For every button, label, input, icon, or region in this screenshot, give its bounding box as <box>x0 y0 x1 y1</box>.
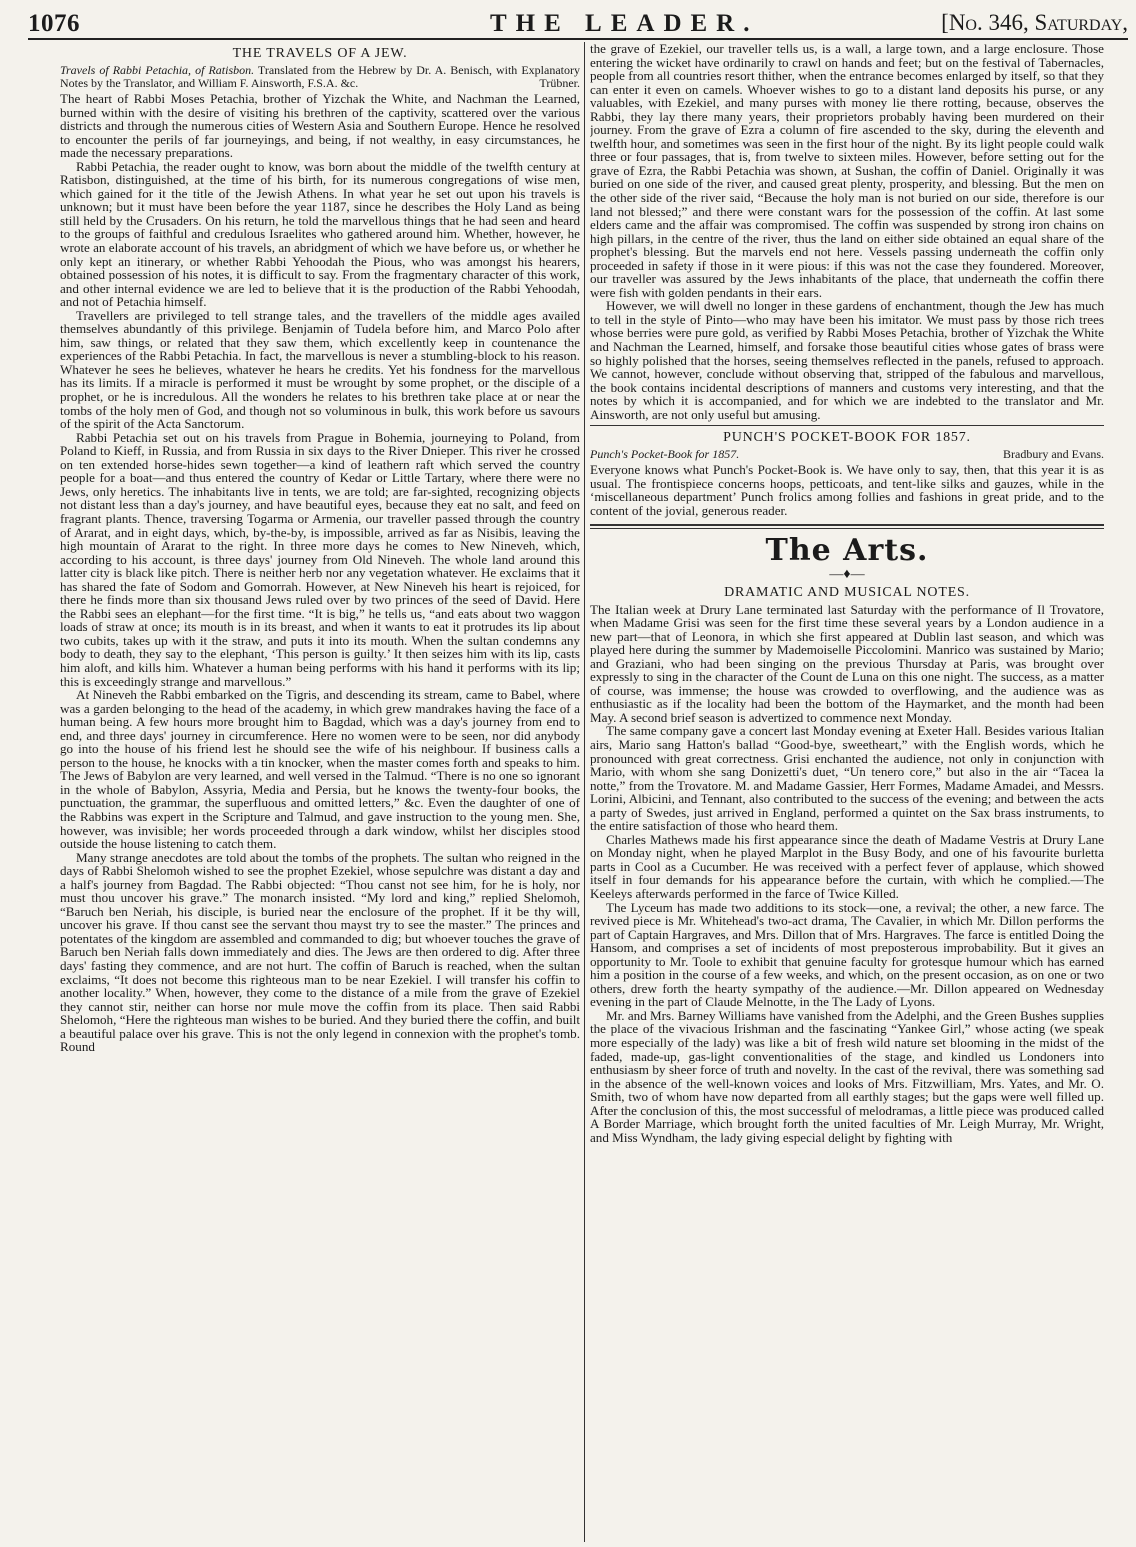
travels-book-details: Translated from the Hebrew by Dr. A. Benisch, with Explanatory Notes by the Translator, and William F. Ainsworth, F.S.A. &c. <box>60 63 580 90</box>
page-number: 1076 <box>28 10 80 37</box>
column-divider <box>584 42 585 1542</box>
paper-name: THE LEADER. <box>490 10 759 37</box>
travels-paragraph: Rabbi Petachia, the reader ought to know, was born about the middle of the twelfth century at Ratisbon, distinguished, at the time of his birth, for its numerous congregations of wise men, which gained for it the title of the Jewish Athens. In what year he set out upon his travels is unknown; but it must have been before the year 1187, since he describes the Holy Land as being still held by the Crusaders. On his return, he told the marvellous things that he had seen and heard to the groups of faithful and credulous Israelites who gathered around him. Whether, however, he wrote an elaborate account of his travels, an abridgment of which we have before us, or whether he only kept an itinerary, or whether Rabbi Yehoodah the Pious, who was amongst his hearers, obtained possession of his notes, it is difficult to say. From the fragmentary character of this work, and other internal evidence we are led to believe that it is the production of the Rabbi Yehoodah, and not of Petachia himself. <box>60 158 580 310</box>
arts-paragraph: Mr. and Mrs. Barney Williams have vanished from the Adelphi, and the Green Bushes supplies the place of the vivacious Irishman and the fascinating “Yankee Girl,” whose acting (we speak more especially of the lady) was like a bit of fresh wild nature set blooming in the midst of the faded, made-up, gas-light conventionalities of the stage, and kindled us Londoners into enthusiasm by sheer force of truth and novelty. In the cast of the revival, there was something sad in the absence of the well-known voices and looks of Mrs. Fitzwilliam, Mrs. Yates, and Mr. O. Smith, two of whom have now departed from all earthly stages; but the gaps were well filled up. After the conclusion of this, the most successful of melodramas, a little piece was produced called A Border Marriage, which brought forth the united faculties of Mr. Leigh Murray, Mr. Wright, and Miss Wyndham, the lady giving especial delight by fighting with <box>590 1007 1104 1145</box>
travels-title: THE TRAVELS OF A JEW. <box>232 46 408 61</box>
right-column <box>590 42 1104 1542</box>
travels-paragraph: At Nineveh the Rabbi embarked on the Tigris, and descending its stream, came to Babel, where was a garden belonging to the head of the academy, in which grew mandrakes having the face of a human being. A few hours more brought him to Bagdad, which was a day's journey from end to end, and three days' journey in circumference. Here no women were to be seen, nor did anybody go into the house of his friend lest he should see the wife of his neighbour. If business calls a person to the house, he knocks with a tin knocker, when the master comes forth and speaks to him. The Jews of Babylon are very learned, and well versed in the Talmud. “There is no one so ignorant in the whole of Babylon, Assyria, Media and Persia, but he knows the twenty-four books, the punctuation, the grammar, the superfluous and omitted letters,” &c. Even the daughter of one of the Rabbins was expert in the Scripture and Talmud, and gave instruction to the young men. She, however, was invisible; her words proceeded through a dark window, whilst her disciples stood outside the house listening to catch them. <box>60 687 580 852</box>
arts-paragraph: Charles Mathews made his first appearance since the death of Madame Vestris at Drury Lane on Monday night, when he played Marplot in the Busy Body, and one of his favourite burletta parts in Cool as a Cucumber. He was received with a perfect fever of applause, which showed itself in four demands for his appearance before the curtain, with which he complied.—The Keeleys afterwards performed in the farce of Twice Killed. <box>590 831 1104 901</box>
left-column <box>60 42 580 1542</box>
punch-book-title: Punch's Pocket-Book for 1857. <box>590 447 740 462</box>
arts-paragraph: The Italian week at Drury Lane terminated last Saturday with the performance of Il Trovatore, when Madame Grisi was seen for the first time these several years by a London audience in a new part—that of Leonora, in which she first appeared at Dublin last season, and which was played here during the summer by Mademoiselle Piccolomini. Manrico was sustained by Mario; and Graziani, who had been singing on the previous Thursday at Paris, was brought over expressly to sing in the character of the Count de Luna on this one night. The success, as a matter of course, was immense; the house was crowded to overflowing, and the audience was as enthusiastic as if the locality had been the bottom of the Haymarket, and the month had been May. A second brief season is advertized to commence next Monday. <box>590 601 1104 725</box>
travels-paragraph: However, we will dwell no longer in these gardens of enchantment, though the Jew has much to tell in the style of Pinto—who may have been his imitator. We must pass by those rich trees whose berries were pure gold, as verified by Rabbi Moses Petachia, brother of Yizchak the White and Nachman the Learned, himself, and forsake those beautiful cities whose gates of brass were so highly polished that the horses, seeing themselves reflected in the panels, refused to approach. We cannot, however, conclude without observing that, stripped of the fabulous and marvellous, the book contains incidental descriptions of manners and customs very interesting, and that the notes by which it is accompanied, and for which we are indebted to the translator and Mr. Ainsworth, are not only useful but amusing. <box>590 298 1104 422</box>
travels-paragraph: Rabbi Petachia set out on his travels from Prague in Bohemia, journeying to Poland, from Poland to Kieff, in Russia, and from Russia in six days to the River Dnieper. This river he crossed on ten extended horse-hides sewn together—a kind of leathern raft which served the country people for a boat—and thus entered the country of Kedar or Little Tartary, where there were no Jews, only heretics. The inhabitants live in tents, we are told; are far-sighted, recognizing objects not distant less than a day's journey, and have beautiful eyes, because they eat no salt, and feed on fragrant plants. Thence, traversing Togarma or Armenia, our traveller passed through the country of Ararat, and in eight days, which, by-the-by, is impossible, arrived as far as Nisibis, leaving the high mountain of Ararat to the right. In three more days he comes to New Nineveh, which, according to his account, is three days' journey from Old Nineveh. The whole land around this latter city is black like pitch. There is neither herb nor any vegetation whatever. He exclaims that it has shared the fate of Sodom and Gomorrah. However, at New Nineveh his heart is rejoiced, for there he finds more than six thousand Jews ruled over by two princes of the seed of David. Here the Rabbi sees an elephant—for the first time. “It is big,” he tells us, “and eats about two waggon loads of straw at once; its mouth is in its breast, and when it wants to eat it protrudes its lip about two cubits, takes up with it the straw, and puts it into its mouth. When the sultan condemns any body to death, they say to the elephant, ‘This person is guilty.’ It then seizes him with its lip, casts him aloft, and kills him. Whatever a human being performs with his hand it performs with its lip; this is exceedingly strange and marvellous.” <box>60 429 580 689</box>
ornament: —♦— <box>829 566 865 582</box>
issue-info: [No. 346, Saturday, <box>941 10 1128 35</box>
travels-book-title: Travels of Rabbi Petachia, of Ratisbon. <box>60 63 255 77</box>
masthead <box>28 8 1128 40</box>
arts-paragraph: The same company gave a concert last Monday evening at Exeter Hall. Besides various Italian airs, Mario sang Hatton's ballad “Good-bye, sweetheart,” with the English words, which he pronounced with great correctness. Grisi enchanted the audience, not only in conjunction with Mario, with whom she sang Donizetti's duet, “Un tenero core,” but also in the air “Tacea la notte,” from the Trovatore. M. and Madame Gassier, Herr Formes, Madame Amadei, and Messrs. Lorini, Albicini, and Tennant, also contributed to the success of the evening; and between the acts a party of Swedes, just arrived in England, performed a quintet on the Sax brass instruments, to the entire satisfaction of those who heard them. <box>590 723 1104 834</box>
travels-bibliography <box>60 64 580 90</box>
arts-paragraph: The Lyceum has made two additions to its stock—one, a revival; the other, a new farce. The revived piece is Mr. Whitehead's two-act drama, The Cavalier, in which Mr. Dillon performs the part of Captain Hargraves, and Mrs. Dillon that of Mrs. Hargraves. The farce is entitled Doing the Hansom, and comprises a set of incidents of most preposterous improbability. But it gives an opportunity to Mr. Toole to exhibit that genuine faculty for grotesque humour which has earned him a position in the course of a few weeks, and which, on the present occasion, as on one or two others, drew forth the hearty sympathy of the audience.—Mr. Dillon appeared on Wednesday evening in the part of Claude Melnotte, in the The Lady of Lyons. <box>590 899 1104 1010</box>
punch-paragraph: Everyone knows what Punch's Pocket-Book is. We have only to say, then, that this year it is as usual. The frontispiece concerns hoops, petticoats, and tent-like silks and gauzes, while in the ‘miscellaneous department’ Punch frolics among follies and fashions in great pride, and to the content of the jovial, generous reader. <box>590 462 1104 518</box>
travels-publisher: Trübner. <box>539 76 580 90</box>
punch-title: PUNCH'S POCKET-BOOK FOR 1857. <box>723 430 971 446</box>
section-rule <box>590 425 1104 426</box>
travels-paragraph: The heart of Rabbi Moses Petachia, brother of Yizchak the White, and Nachman the Learned, burned within with the desire of visiting his brethren of the captivity, scattered over the various districts and through the numerous cities of Western Asia and Southern Europe. Hence he resolved to encounter the perils of far journeyings, and being, if not wealthy, in easy circumstances, he made the necessary preparations. <box>60 91 580 161</box>
arts-subtitle: DRAMATIC AND MUSICAL NOTES. <box>724 584 970 600</box>
double-rule <box>590 524 1104 529</box>
punch-publisher: Bradbury and Evans. <box>1003 447 1104 462</box>
travels-paragraph: the grave of Ezekiel, our traveller tells us, is a wall, a large town, and a large enclosure. Those entering the wicket have ordinarily to crawl on hands and feet; but on the festival of Tabernacles, people from all countries resort thither, when the entrance becomes enlarged by itself, so that they can enter it even on camels. Whoever wishes to go to a distant land deposits his purse, or any valuables, with Ezekiel, and many purses with money lie there rotting, because, observes the Rabbi, they lay there many years, their proprietors probably having been murdered on their journey. From the grave of Ezra a column of fire ascended to the sky, during the eleventh and twelfth hour, and sometimes was seen in the first hour of the night. By its light people could walk three or four passages, that is, from twelve to sixteen miles. However, before setting out for the grave of Ezra, the Rabbi Petachia was shown, at Sushan, the coffin of Daniel. Originally it was buried on one side of the river, and caused great plenty, prosperity, and blessing. But the men on the other side of the river said, “Because the holy man is not buried on our side, therefore is our land not blessed;” and there were constant wars for the possession of the coffin. At last some elders came and the affair was compromised. The coffin was suspended by strong iron chains on high pillars, in the centre of the river, thus the land on either side obtained an equal share of the prophet's blessing. But the marvels end not here. Vessels passing underneath the coffin only proceeded in safety if those in it were pious: if this was not the case they foundered. Moreover, our traveller was assured by the Jews inhabitants of the place, that underneath the coffin there were fish with golden pendants in their ears. <box>590 42 1104 300</box>
punch-bibliography <box>590 448 1104 461</box>
travels-paragraph: Travellers are privileged to tell strange tales, and the travellers of the middle ages availed themselves abundantly of this privilege. Benjamin of Tudela before him, and Marco Polo after him, saw things, or related that they saw them, which excellently keep in countenance the experiences of the Rabbi Petachia. In fact, the marvellous is never a stumbling-block to his reason. Whatever he sees he believes, whatever he hears he credits. Yet his fondness for the marvellous has its limits. If a miracle is performed it must be wrought by some prophet, or the disciple of a prophet, or he is incredulous. All the wonders he relates to his brethren take place at or near the tombs of the holy men of God, and though not so voluminous in bulk, this work before us savours of the spirit of the Acta Sanctorum. <box>60 307 580 432</box>
travels-paragraph: Many strange anecdotes are told about the tombs of the prophets. The sultan who reigned in the days of Rabbi Shelomoh wished to see the prophet Ezekiel, whose sepulchre was distant a day and a half's journey from Bagdad. The Rabbi objected: “Thou canst not see him, for he is holy, nor must thou uncover his grave.” The monarch insisted. “My lord and king,” replied Shelomoh, “Baruch ben Neriah, his disciple, is buried near the enclosure of the prophet. If it be thy will, uncover his grave. If thou canst see the servant thou mayst try to see the master.” The princes and potentates of the kingdom are assembled and commanded to dig; but whoever touches the grave of Baruch ben Neriah falls down immediately and dies. The Jews are then ordered to dig. After three days' fasting they commence, and are not hurt. The coffin of Baruch is reached, when the sultan exclaims, “It does not become this righteous man to be near Ezekiel. I will transfer his coffin to another locality.” When, however, they come to the distance of a mile from the grave of Ezekiel they cannot stir, neither can horse nor mule move the coffin from its place. Then said Rabbi Shelomoh, “Here the righteous man wishes to be buried. And they buried there the coffin, and built a beautiful palace over his grave. This is not the only legend in connexion with the prophet's tomb. Round <box>60 849 580 1055</box>
arts-section-title: The Arts. <box>765 532 929 568</box>
